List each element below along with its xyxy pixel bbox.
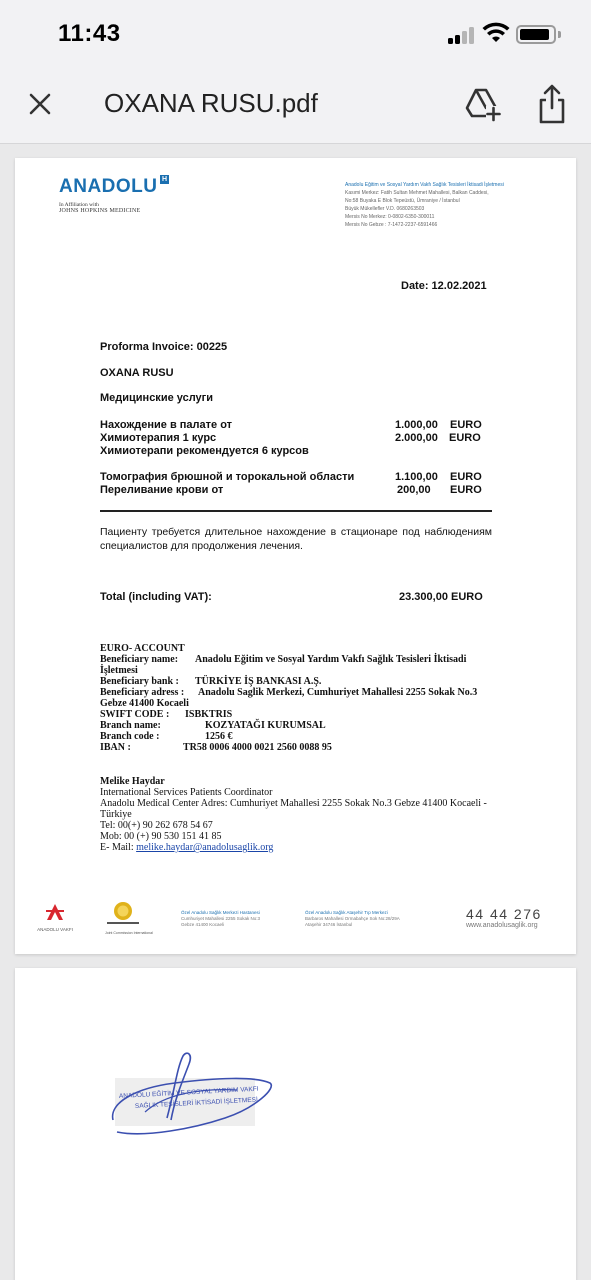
invoice-date: Date: 12.02.2021 (401, 280, 487, 292)
branch-value: KOZYATAĞI KURUMSAL (205, 720, 326, 731)
item-label: Нахождение в палате от (100, 419, 233, 431)
bank-label: Beneficiary bank : (100, 676, 179, 687)
beneficiary-value: Anadolu Eğitim ve Sosyal Yardım Vakfı Sağlık Tesisleri İktisadi (195, 654, 467, 665)
hospital-info-1 (181, 910, 260, 928)
beneficiary-cont: İşletmesi (100, 665, 138, 676)
jci-text: Joint Commission International (105, 931, 153, 935)
pdf-page-2 (15, 968, 576, 1280)
add-to-drive-icon (462, 84, 502, 124)
anadolu-logo: ANADOLU (59, 176, 158, 197)
address-cont: Gebze 41400 Kocaeli (100, 698, 189, 709)
status-bar (0, 0, 591, 68)
headquarters-info (345, 181, 555, 230)
close-icon (28, 92, 52, 116)
jci-seal-icon (105, 900, 141, 926)
footer-phone: 44 44 276 (466, 906, 542, 922)
item-currency: EURO (450, 419, 482, 431)
contact-address-cont: Türkiye (100, 809, 132, 820)
item-currency: EURO (450, 471, 482, 483)
branch-code-label: Branch code : (100, 731, 160, 742)
hq-line: Kasımi Merkez: Fatih Sultan Mehmet Mahallesi, Balkan Caddesi, (345, 190, 489, 197)
jci-logo (105, 900, 153, 935)
wifi-icon (482, 22, 510, 44)
contact-mob: Mob: 00 (+) 90 530 151 41 85 (100, 831, 222, 842)
battery-tip (558, 31, 561, 38)
beneficiary-label: Beneficiary name: (100, 654, 179, 665)
status-time: 11:43 (58, 20, 121, 47)
iban-value: TR58 0006 4000 0021 2560 0088 95 (183, 742, 332, 753)
email-label: E- Mail: (100, 842, 134, 853)
swift-value: ISBKTRIS (185, 709, 233, 720)
company-stamp (105, 1048, 305, 1148)
iban-label: IBAN : (100, 742, 131, 753)
add-to-drive-button[interactable] (462, 84, 502, 124)
address-label: Beneficiary adress : (100, 687, 185, 698)
patient-name: OXANA RUSU (100, 367, 174, 379)
hq-line: Büyük Mükellefler V.D. 0680263503 (345, 206, 425, 213)
stamp-line2: SAĞLIK TESİSLERİ İKTİSADİ İŞLETMESİ (134, 1096, 258, 1110)
contact-address: Anadolu Medical Center Adres: Cumhuriyet Mahallesi 2255 Sokak No.3 Gebze 41400 Kocaeli - (100, 798, 487, 809)
hospital-info-2 (305, 910, 400, 928)
affiliation-line1: In Affiliation with (59, 202, 99, 208)
contact-role: International Services Patients Coordinator (100, 787, 273, 798)
item-amount: 200,00 (397, 484, 431, 496)
hospital1-line1: Cumhuriyet Mahallesi 2255 Sokak No:3 (181, 916, 261, 921)
logo-badge: H (161, 176, 168, 183)
bank-account-type: EURO- ACCOUNT (100, 643, 185, 654)
pdf-page-1 (15, 158, 576, 954)
item-amount: 1.000,00 (395, 419, 438, 431)
anadolu-vakfi-text: ANADOLU VAKFI (37, 927, 73, 932)
item-currency: EURO (450, 484, 482, 496)
bank-value: TÜRKİYE İŞ BANKASI A.Ş. (195, 676, 322, 687)
document-title: OXANA RUSU.pdf (104, 88, 318, 118)
item-currency: EURO (449, 432, 481, 444)
invoice-number: Proforma Invoice: 00225 (100, 341, 228, 353)
hospital2-line1: Barbaros Mahallesi Ormabahçe Sok No:28/29A (305, 916, 400, 921)
branch-code-value: 1256 € (205, 731, 233, 742)
footer-website: www.anadolusaglik.org (466, 922, 538, 929)
share-button[interactable] (532, 82, 572, 126)
stamp-line1: ANADOLU EĞİTİM VE SOSYAL YARDIM VAKFI (118, 1085, 259, 1100)
cellular-signal-icon (448, 26, 476, 44)
anadolu-vakfi-icon (44, 903, 66, 921)
hq-line: Anadolu Eğitim ve Sosyal Yardım Vakfı Sağlık Tesisleri İktisadi İşletmesi (345, 182, 504, 188)
hospital1-line2: Gebze 41400 Kocaeli (181, 922, 225, 927)
item-label: Переливание крови от (100, 484, 224, 496)
hq-line: Mersis No Merkez: 0-0802-6350-300011 (345, 214, 435, 221)
anadolu-vakfi-logo (35, 903, 75, 932)
hospital2-title: Özel Anadolu Sağlık Ataşehir Tıp Merkezi (305, 910, 388, 915)
contact-email-row (100, 842, 273, 853)
branch-label: Branch name: (100, 720, 161, 731)
item-amount: 1.100,00 (395, 471, 438, 483)
item-label: Химиотерапия 1 курс (100, 432, 217, 444)
item-amount: 2.000,00 (395, 432, 438, 444)
medical-note: Пациенту требуется длительное нахождение в стационаре под наблюдениям специалистов для продолжения лечения. (100, 526, 492, 552)
hospital1-title: Özel Anadolu Sağlık Merkezi Hastanesi (181, 910, 260, 915)
contact-tel: Tel: 00(+) 90 262 678 54 67 (100, 820, 213, 831)
share-icon (532, 82, 572, 126)
hq-line: Mersis No Gebze : 7-1472-2237-6591466 (345, 222, 438, 229)
email-link[interactable]: melike.haydar@anadolusaglik.org (136, 842, 274, 853)
contact-name: Melike Haydar (100, 776, 165, 787)
hq-line: No:58 Buyaka E Blok Tepeüstü, Ümraniye / İstanbul (345, 198, 460, 205)
viewer-toolbar (0, 68, 591, 144)
services-title: Медицинские услуги (100, 392, 214, 404)
address-value: Anadolu Saglik Merkezi, Cumhuriyet Mahallesi 2255 Sokak No.3 (198, 687, 478, 698)
divider (100, 510, 492, 512)
battery-icon (516, 25, 556, 44)
item-label: Томография брюшной и торокальной области (100, 471, 355, 483)
affiliation-line2: JOHNS HOPKINS MEDICINE (59, 208, 141, 214)
total-label: Total (including VAT): (100, 591, 212, 603)
swift-label: SWIFT CODE : (100, 709, 170, 720)
hospital2-line2: Ataşehir 34746 İstanbul (305, 922, 353, 927)
item-label: Химиотерапи рекомендуется 6 курсов (100, 445, 309, 457)
close-button[interactable] (22, 86, 58, 122)
total-value: 23.300,00 EURO (399, 591, 483, 603)
